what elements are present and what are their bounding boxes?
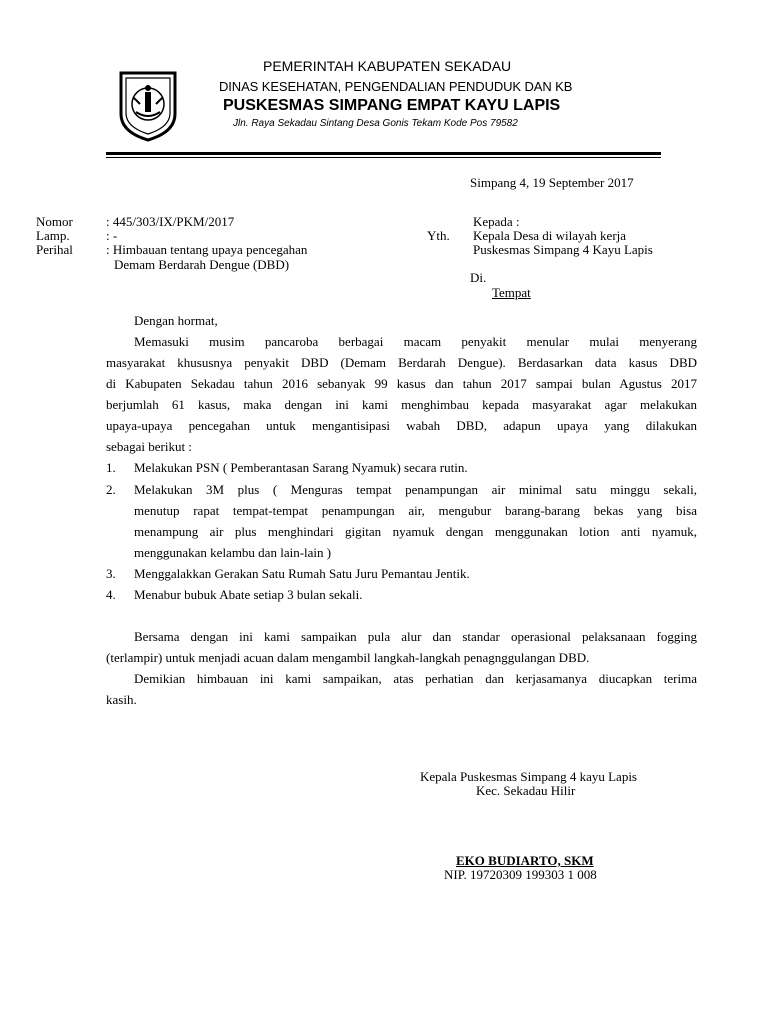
list-item-text: Menabur bubuk Abate setiap 3 bulan sekali. — [134, 587, 363, 602]
signatory-nip: NIP. 19720309 199303 1 008 — [444, 867, 597, 882]
perihal-label: Perihal — [36, 242, 73, 257]
letterhead-institution: PUSKESMAS SIMPANG EMPAT KAYU LAPIS — [223, 97, 561, 114]
recipient-kepada: Kepada : — [473, 214, 520, 229]
letter-date: Simpang 4, 19 September 2017 — [470, 175, 634, 190]
signatory-title: Kepala Puskesmas Simpang 4 kayu Lapis — [420, 769, 637, 784]
list-item-number: 4. — [106, 587, 116, 602]
list-item-number: 2. — [106, 482, 116, 497]
list-item-text: Menggalakkan Gerakan Satu Rumah Satu Juru Pemantau Jentik. — [134, 566, 470, 581]
paragraph-1-line: Memasuki musim pancaroba berbagai macam penyakit menular mulai menyerang — [134, 334, 697, 349]
perihal-value-line2: Demam Berdarah Dengue (DBD) — [114, 257, 290, 272]
list-item-text: menutup rapat tempat-tempat penampungan air, mengubur barang-barang bekas yang bisa — [134, 503, 697, 518]
list-item-number: 3. — [106, 566, 116, 581]
signatory-name: EKO BUDIARTO, SKM — [456, 853, 594, 868]
nomor-value: : 445/303/IX/PKM/2017 — [106, 214, 235, 229]
recipient-tempat: Tempat — [492, 285, 531, 300]
paragraph-1-line: di Kabupaten Sekadau tahun 2016 sebanyak 99 kasus dan tahun 2017 sampai bulan Agustus 2017 — [106, 376, 697, 391]
recipient-line1: Kepala Desa di wilayah kerja — [473, 228, 627, 243]
lamp-value: : - — [106, 228, 118, 243]
recipient-line2: Puskesmas Simpang 4 Kayu Lapis — [473, 242, 653, 257]
lamp-label: Lamp. — [36, 228, 70, 243]
nomor-label: Nomor — [36, 214, 73, 229]
letterhead-address: Jln. Raya Sekadau Sintang Desa Gonis Tekam Kode Pos 79582 — [233, 118, 518, 129]
paragraph-3-line: Demikian himbauan ini kami sampaikan, atas perhatian dan kerjasamanya diucapkan terima — [134, 671, 697, 686]
perihal-value-line1: : Himbauan tentang upaya pencegahan — [106, 242, 308, 257]
regency-seal-logo — [118, 70, 178, 142]
list-item-text: Melakukan 3M plus ( Menguras tempat penampungan air minimal satu minggu sekali, — [134, 482, 697, 497]
paragraph-1-line: sebagai berikut : — [106, 439, 192, 454]
list-item-text: menggunakan kelambu dan lain-lain ) — [134, 545, 332, 560]
list-item-text: menampung air plus menghindari gigitan nyamuk dengan menggunakan lotion anti nyamuk, — [134, 524, 697, 539]
recipient-di: Di. — [470, 270, 487, 285]
letterhead-divider-thick — [106, 152, 661, 155]
paragraph-3-line: kasih. — [106, 692, 137, 707]
letterhead-government: PEMERINTAH KABUPATEN SEKADAU — [263, 58, 512, 74]
signatory-subtitle: Kec. Sekadau Hilir — [476, 783, 576, 798]
list-item-text: Melakukan PSN ( Pemberantasan Sarang Nyamuk) secara rutin. — [134, 460, 468, 475]
paragraph-1-line: berjumlah 61 kasus, maka dengan ini kami menghimbau kepada masyarakat agar melakukan — [106, 397, 697, 412]
paragraph-2-line: Bersama dengan ini kami sampaikan pula alur dan standar operasional pelaksanaan fogging — [134, 629, 697, 644]
paragraph-1-line: masyarakat khususnya penyakit DBD (Demam Berdarah Dengue). Berdasarkan data kasus DBD — [106, 355, 697, 370]
recipient-yth: Yth. — [427, 228, 450, 243]
letterhead-agency: DINAS KESEHATAN, PENGENDALIAN PENDUDUK DAN KB — [219, 79, 573, 94]
letterhead-divider-thin — [106, 157, 661, 158]
list-item-number: 1. — [106, 460, 116, 475]
paragraph-1-line: upaya-upaya pencegahan untuk mengantisipasi wabah DBD, adapun upaya yang dilakukan — [106, 418, 697, 433]
paragraph-2-line: (terlampir) untuk menjadi acuan dalam mengambil langkah-langkah penagnggulangan DBD. — [106, 650, 590, 665]
greeting: Dengan hormat, — [134, 313, 218, 328]
